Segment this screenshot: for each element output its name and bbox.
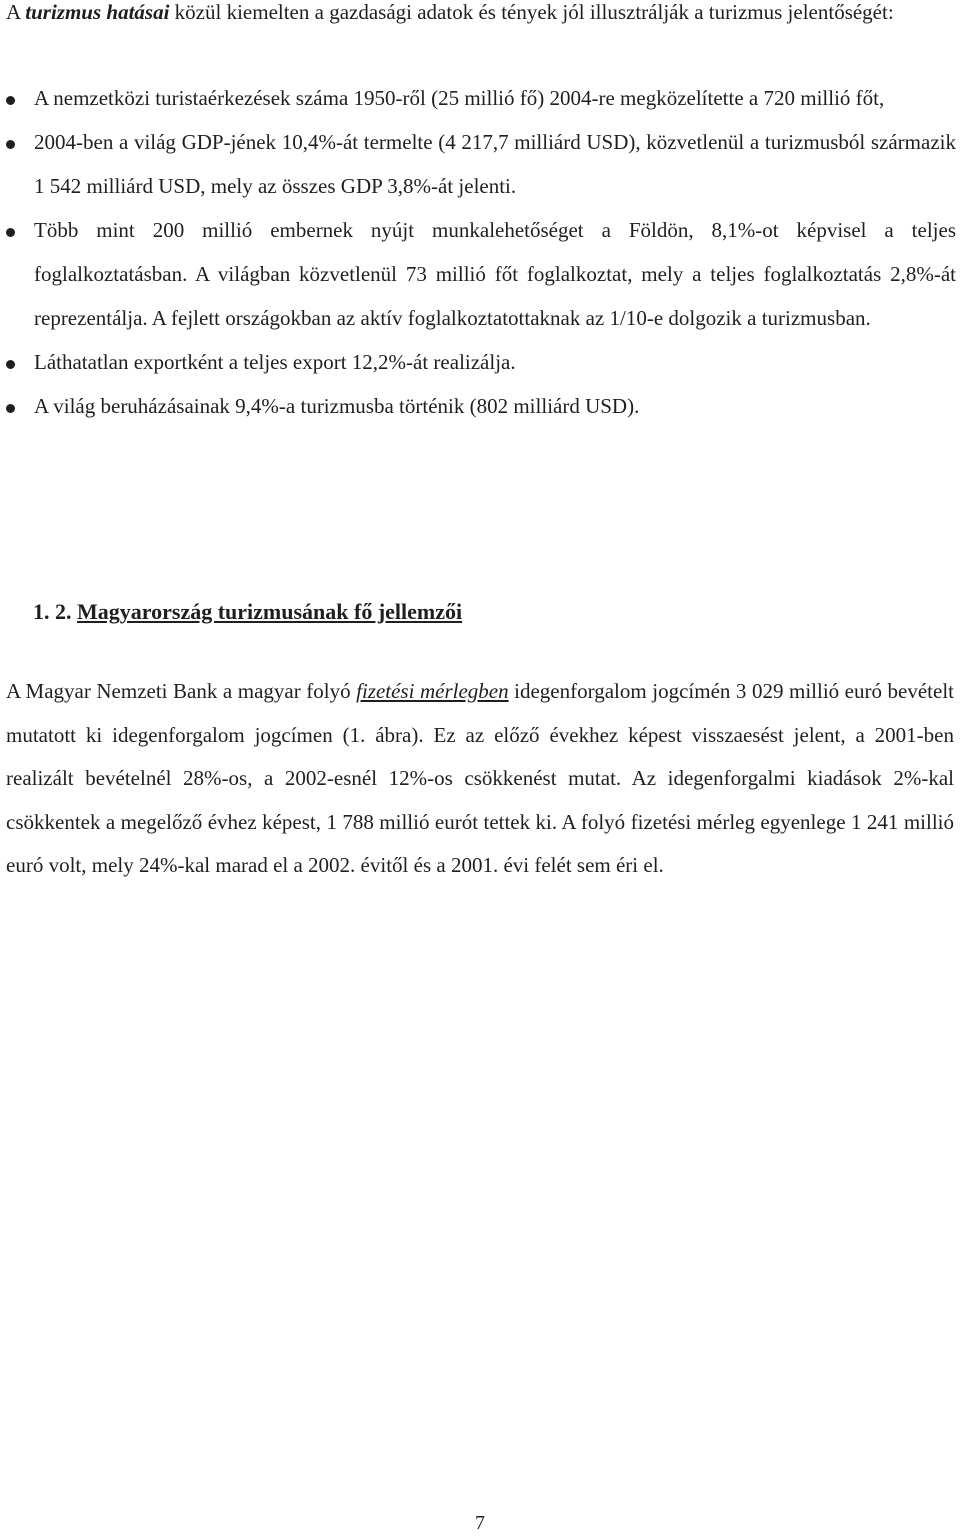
bullet-icon	[6, 404, 15, 413]
list-item	[0, 384, 956, 428]
list-item-text: A nemzetközi turistaérkezések száma 1950-ről (25 millió fő) 2004-re megközelítette a 720 millió főt,	[34, 86, 885, 110]
list-item-text: A világ beruházásainak 9,4%-a turizmusba történik (802 milliárd USD).	[34, 394, 640, 418]
bullet-icon	[6, 140, 15, 149]
intro-emphasis: turizmus hatásai	[25, 0, 170, 24]
section-number: 1. 2.	[33, 599, 72, 624]
list-item-text: 2004-ben a világ GDP-jének 10,4%-át termelte (4 217,7 milliárd USD), közvetlenül a turizmusból származik 1 542 milliárd USD, mely az összes GDP 3,8%-át jelenti.	[34, 130, 956, 198]
bullet-icon	[6, 228, 15, 237]
list-item	[0, 340, 956, 384]
intro-suffix: közül kiemelten a gazdasági adatok és tények jól illusztrálják a turizmus jelentőségét:	[169, 0, 894, 24]
body-paragraph	[6, 670, 954, 888]
section-title: Magyarország turizmusának fő jellemzői	[77, 599, 463, 624]
section-heading	[33, 592, 462, 632]
bullet-list	[0, 76, 956, 428]
paragraph-part1: A Magyar Nemzeti Bank a magyar folyó	[6, 679, 357, 703]
bullet-icon	[6, 96, 15, 105]
list-item	[0, 76, 956, 120]
list-item	[0, 120, 956, 208]
paragraph-part2: idegenforgalom jogcímén 3 029 millió euró bevételt mutatott ki idegenforgalom jogcímen (1. ábra). Ez az előző évekhez képest visszaesést jelent, a 2001-ben realizált bevételnél 28%-os, a 2002-esnél 12%-os csökkenést mutat. Az idegenforgalmi kiadások 2%-kal csökkentek a megelőző évhez képest, 1 788 millió eurót tettek ki. A folyó fizetési mérleg egyenlege 1 241 millió euró volt, mely 24%-kal marad el a 2002. évitől és a 2001. évi felét sem éri el.	[6, 679, 954, 877]
page-number: 7	[475, 1512, 485, 1534]
list-item	[0, 208, 956, 340]
list-item-text: Több mint 200 millió embernek nyújt munkalehetőséget a Földön, 8,1%-ot képvisel a teljes foglalkoztatásban. A világban közvetlenül 73 millió főt foglalkoztat, mely a teljes foglalkoztatás 2,8%-át reprezentálja. A fejlett országokban az aktív foglalkoztatottaknak az 1/10-e dolgozik a turizmusban.	[34, 218, 956, 330]
intro-paragraph	[6, 0, 954, 32]
paragraph-italic: fizetési mérlegben	[356, 679, 509, 703]
bullet-icon	[6, 360, 15, 369]
intro-prefix: A	[6, 0, 26, 24]
list-item-text: Láthatatlan exportként a teljes export 12,2%-át realizálja.	[34, 350, 516, 374]
